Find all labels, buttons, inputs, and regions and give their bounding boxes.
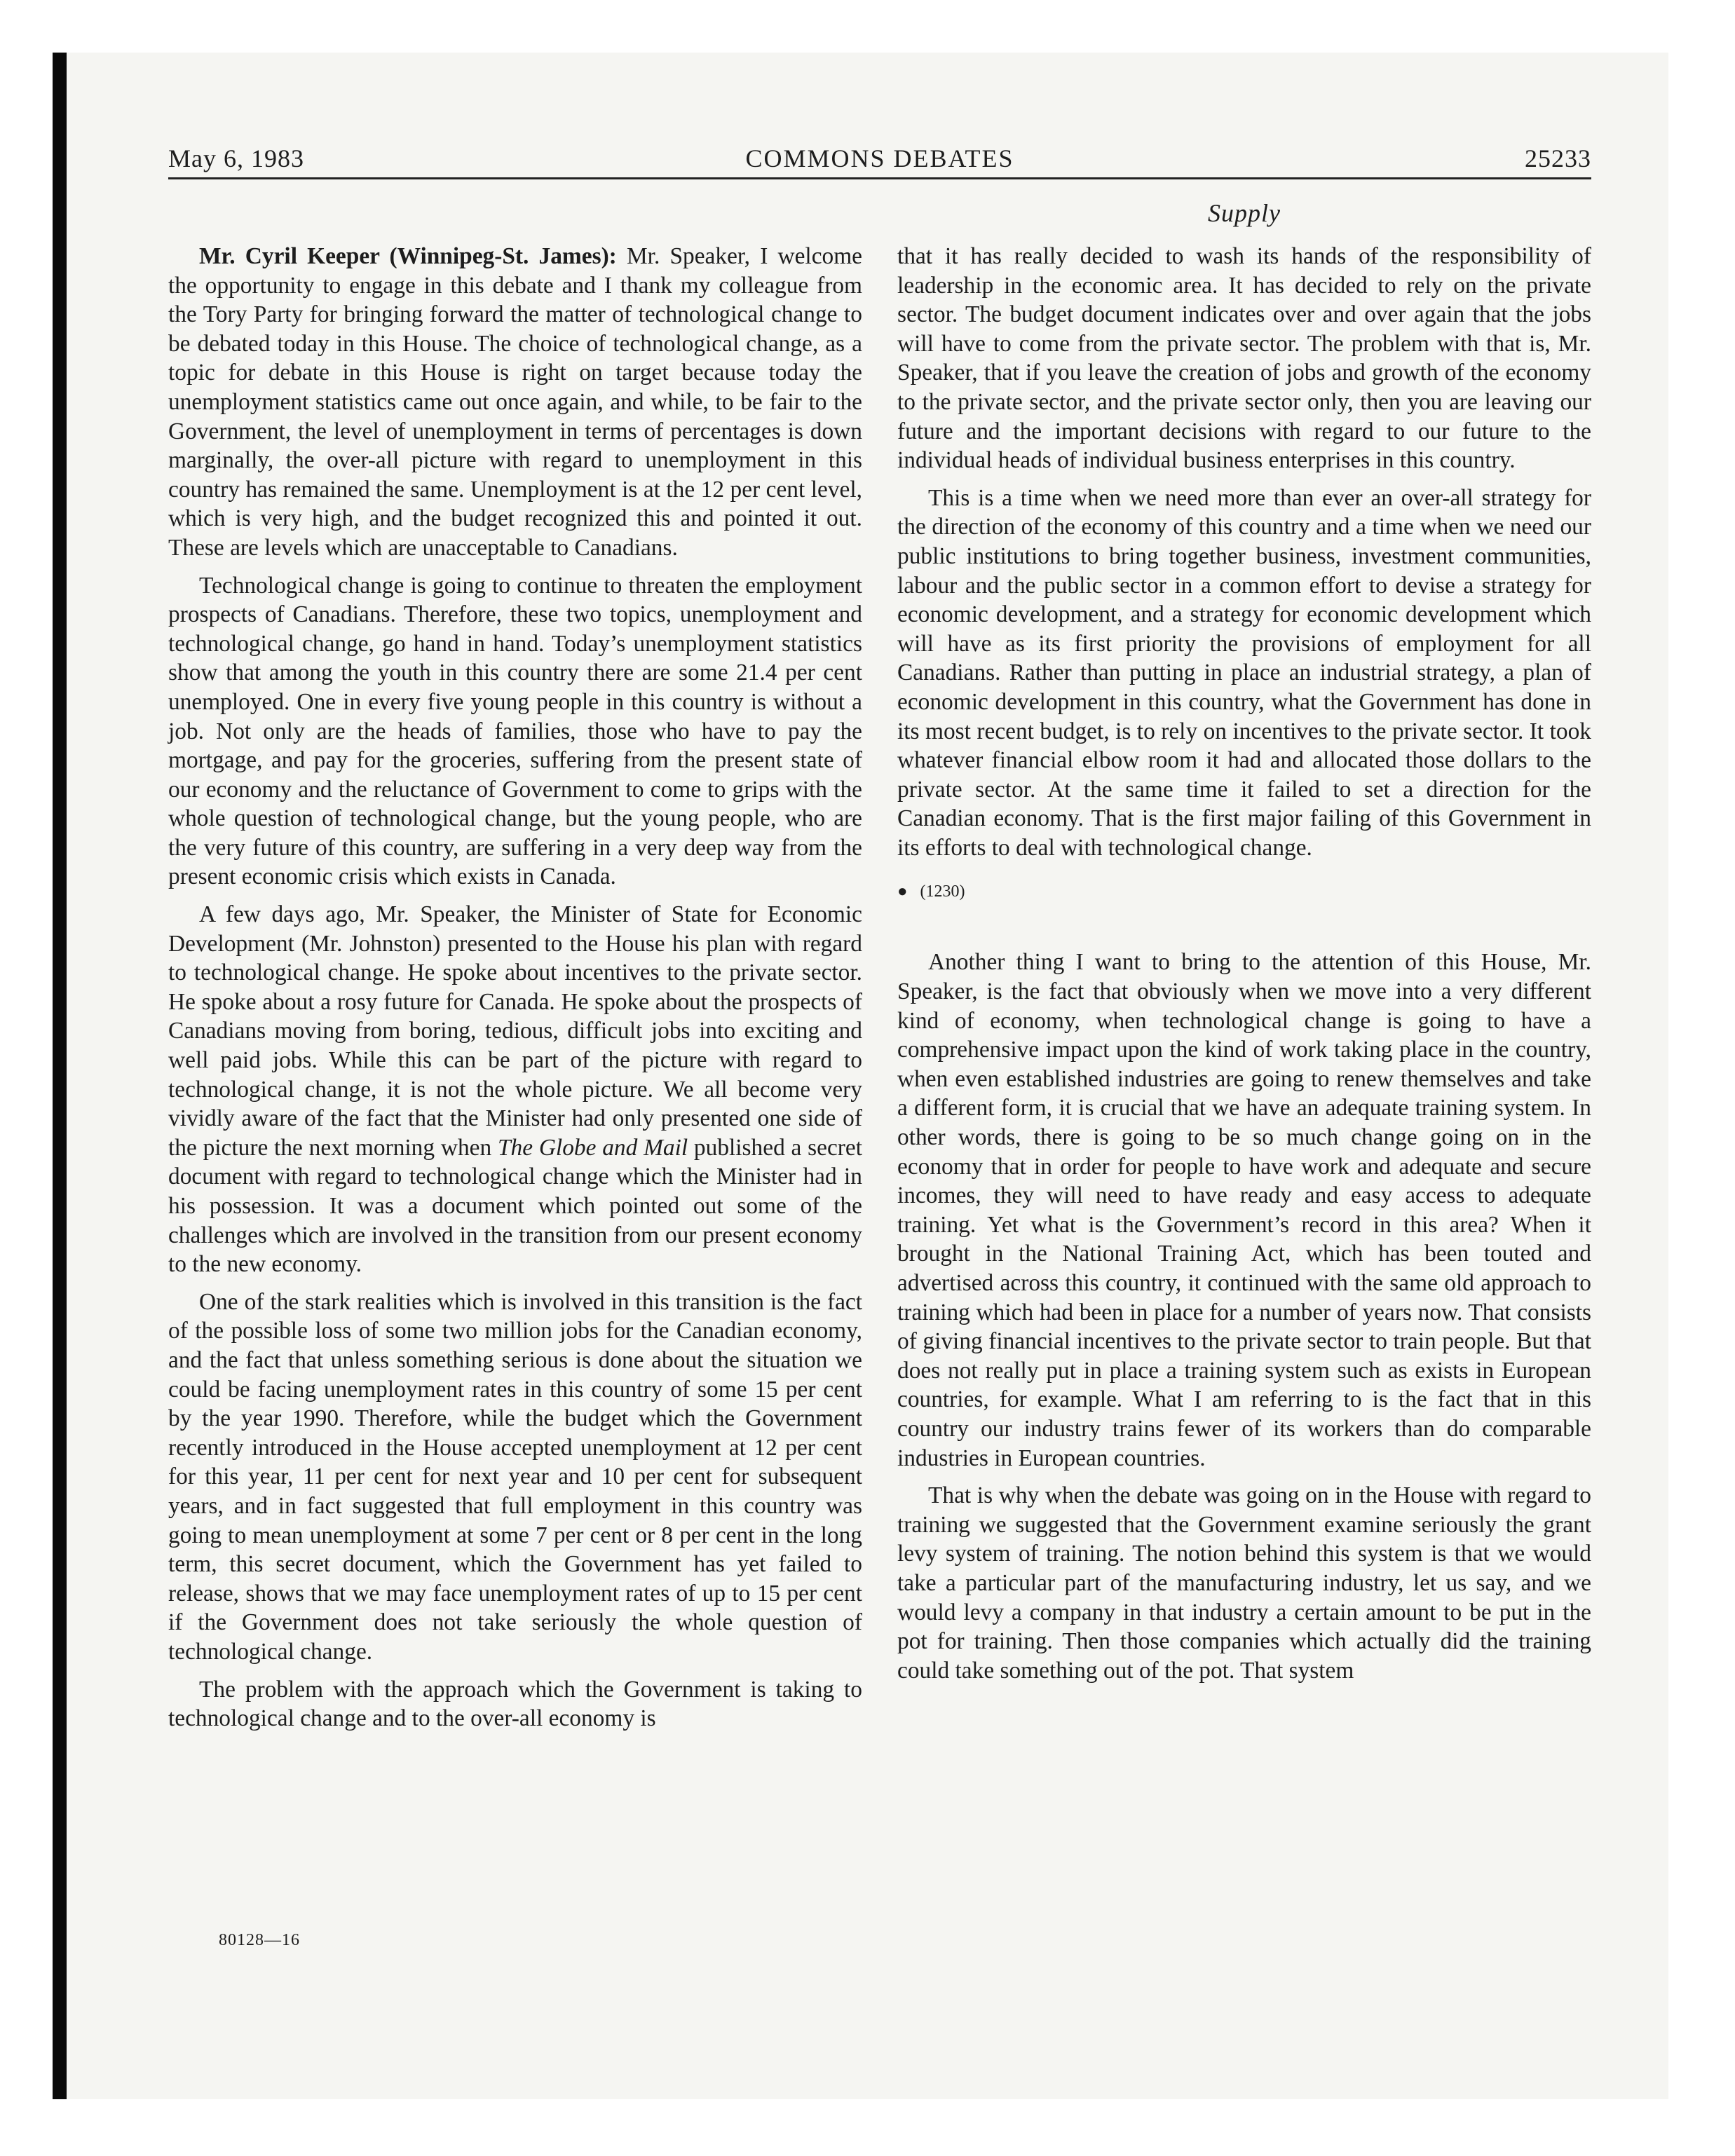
paragraph-text: A few days ago, Mr. Speaker, the Minister of State for Economic Development (Mr. Johnston) presented to the House his plan with regard to technological change. He spoke about incentives to the private sector. He spoke about a rosy future for Canada. He spoke about the prospects of Canadians moving from boring, tedious, difficult jobs into exciting and well paid jobs. While this can be part of the picture with regard to technological change, it is not the whole picture. We all become very vividly aware of the fact that the Minister had only presented one side of the picture the next morning when bbox=[168, 901, 862, 1161]
header-page-number: 25233 bbox=[1525, 144, 1591, 172]
paragraph-text: published a secret document with regard to technological change which the Minister had in his possession. It was a document which pointed out some of the challenges which are involved in the transition from our present economy to the new economy. bbox=[168, 1134, 863, 1278]
paragraph: that it has really decided to wash its hands of the responsibility of leadership in the economic area. It has decided to rely on the private sector. The budget document indicates over and over again that the jobs will have to come from the private sector. The problem with that is, Mr. Speaker, that if you leave the creation of jobs and growth of the economy to the private sector, and the private sector only, then you are leaving our future and the important decisions with regard to our future to the individual heads of individual business enterprises in this country. bbox=[897, 243, 1591, 474]
paragraph: Another thing I want to bring to the attention of this House, Mr. Speaker, is the fact that obviously when we move into a very different kind of economy, when technological change is going to have a comprehensive impact upon the kind of work taking place in the country, when even established industries are going to renew themselves and take a different form, it is crucial that we have an adequate training system. In other words, there is going to be so much change going on in the economy that in order for people to have work and adequate and secure incomes, they will need to have ready and easy access to adequate training. Yet what is the Government’s record in this area? When it brought in the National Training Act, which has been touted and advertised across this country, it continued with the same old approach to training which had been in place for a number of years now. That consists of giving financial incentives to the private sector to train people. But that does not really put in place a training system such as exists in European countries, for example. What I am referring to is the fact that in this country our industry trains fewer of its workers than do comparable industries in European countries. bbox=[897, 949, 1591, 1471]
running-header bbox=[168, 144, 1591, 179]
right-column bbox=[897, 242, 1591, 1685]
speaker-name: Mr. Cyril Keeper (Winnipeg-St. James): bbox=[199, 243, 617, 269]
footer-print-code: 80128—16 bbox=[219, 1931, 300, 1949]
scan-binding-edge bbox=[53, 53, 67, 2099]
bullet-icon: ● bbox=[897, 882, 908, 901]
paragraph: One of the stark realities which is involved in this transition is the fact of the possible loss of some two million jobs for the Canadian economy, and the fact that unless something serious is done about the situation we could be facing unemployment rates in this country of some 15 per cent by the year 1990. Therefore, while the budget which the Government recently introduced in the House accepted unemployment at 12 per cent for this year, 11 per cent for next year and 10 per cent for subsequent years, and in fact suggested that full employment in this country was going to mean unemployment at some 7 per cent or 8 per cent in the long term, this secret document, which the Government has yet failed to release, shows that we may face unemployment rates of up to 15 per cent if the Government does not take seriously the whole question of technological change. bbox=[168, 1288, 862, 1665]
header-rule bbox=[168, 177, 1591, 179]
left-column bbox=[168, 242, 862, 1733]
paragraph: Technological change is going to continue to threaten the employment prospects of Canadians. Therefore, these two topics, unemployment and technological change, go hand in hand. Today’s unemployment statistics show that among the youth in this country there are some 21.4 per cent unemployed. One in every five young people in this country is without a job. Not only are the heads of families, those who have to pay the mortgage, and pay for the groceries, suffering from the present state of our economy and the reluctance of Government to come to grips with the whole question of technological change, but the young people, who are the very future of this country, are suffering in a very deep way from the present economic crisis which exists in Canada. bbox=[168, 572, 862, 890]
time-marker bbox=[897, 878, 1591, 948]
paragraph: That is why when the debate was going on in the House with regard to training we suggested that the Government examine seriously the grant levy system of training. The notion behind this system is that we would take a particular part of the manufacturing industry, let us say, and we would levy a company in that industry a certain amount to be put in the pot for training. Then those companies which actually did the training could take something out of the pot. That system bbox=[897, 1482, 1591, 1684]
newspaper-title: The Globe and Mail bbox=[497, 1134, 688, 1161]
paragraph bbox=[168, 900, 862, 1279]
section-heading: Supply bbox=[1208, 199, 1281, 227]
paragraph: This is a time when we need more than ever an over-all strategy for the direction of the economy of this country and a time when we need our public institutions to bring together business, investment communities, labour and the public sector in a common effort to devise a strategy for economic development, and a strategy for economic development which will have as its first priority the provisions of employment for all Canadians. Rather than putting in place an industrial strategy, a plan of economic development in this country, what the Government has done in its most recent budget, is to rely on incentives to the private sector. It took whatever financial elbow room it had and allocated those dollars to the private sector. At the same time it failed to set a direction for the Canadian economy. That is the first major failing of this Government in its efforts to deal with technological change. bbox=[897, 484, 1591, 861]
paragraph: The problem with the approach which the Government is taking to technological change and to the over-all economy is bbox=[168, 1676, 862, 1732]
header-date: May 6, 1983 bbox=[168, 144, 304, 172]
time-marker-text: (1230) bbox=[920, 882, 965, 901]
paragraph bbox=[168, 242, 862, 563]
header-publication-title: COMMONS DEBATES bbox=[745, 144, 1014, 172]
paragraph-text: Mr. Speaker, I welcome the opportunity to engage in this debate and I thank my colleague from the Tory Party for bringing forward the matter of technological change to be debated today in this House. The choice of technological change, as a topic for debate in this House is right on target because today the unemployment statistics came out once again, and while, to be fair to the Government, the level of unemployment in terms of percentages is down marginally, the over-all picture with regard to unemployment in this country has remained the same. Unemployment is at the 12 per cent level, which is very high, and the budget recognized this and pointed it out. These are levels which are unacceptable to Canadians. bbox=[168, 243, 862, 561]
